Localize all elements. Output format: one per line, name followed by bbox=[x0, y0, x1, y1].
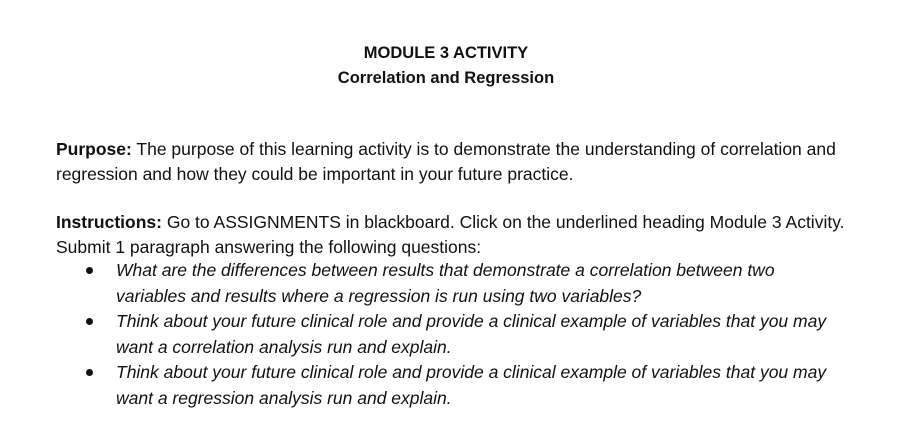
bullet-icon bbox=[86, 369, 93, 376]
page-title: MODULE 3 ACTIVITY bbox=[363, 44, 529, 62]
question-list bbox=[86, 258, 846, 411]
list-item bbox=[86, 309, 846, 360]
question-text: What are the differences between results that demonstrate a correlation between two variables and results where a regression is run using two variables? bbox=[116, 260, 775, 306]
purpose-paragraph bbox=[56, 137, 846, 186]
purpose-label: Purpose: bbox=[56, 139, 132, 159]
question-text: Think about your future clinical role and provide a clinical example of variables that you may want a regression analysis run and explain. bbox=[116, 362, 827, 408]
title-block bbox=[0, 41, 892, 91]
purpose-text: The purpose of this learning activity is to demonstrate the understanding of correlation and regression and how they could be important in your future practice. bbox=[56, 139, 836, 184]
question-text: Think about your future clinical role and provide a clinical example of variables that you may want a correlation analysis run and explain. bbox=[116, 311, 827, 357]
page-subtitle: Correlation and Regression bbox=[337, 69, 555, 87]
instructions-label: Instructions: bbox=[56, 212, 162, 232]
bullet-icon bbox=[86, 318, 93, 325]
instructions-paragraph bbox=[56, 210, 846, 259]
list-item bbox=[86, 258, 846, 309]
bullet-icon bbox=[86, 267, 93, 274]
instructions-text: Go to ASSIGNMENTS in blackboard. Click on the underlined heading Module 3 Activity. Submit 1 paragraph answering the following questions: bbox=[56, 212, 845, 257]
list-item bbox=[86, 360, 846, 411]
